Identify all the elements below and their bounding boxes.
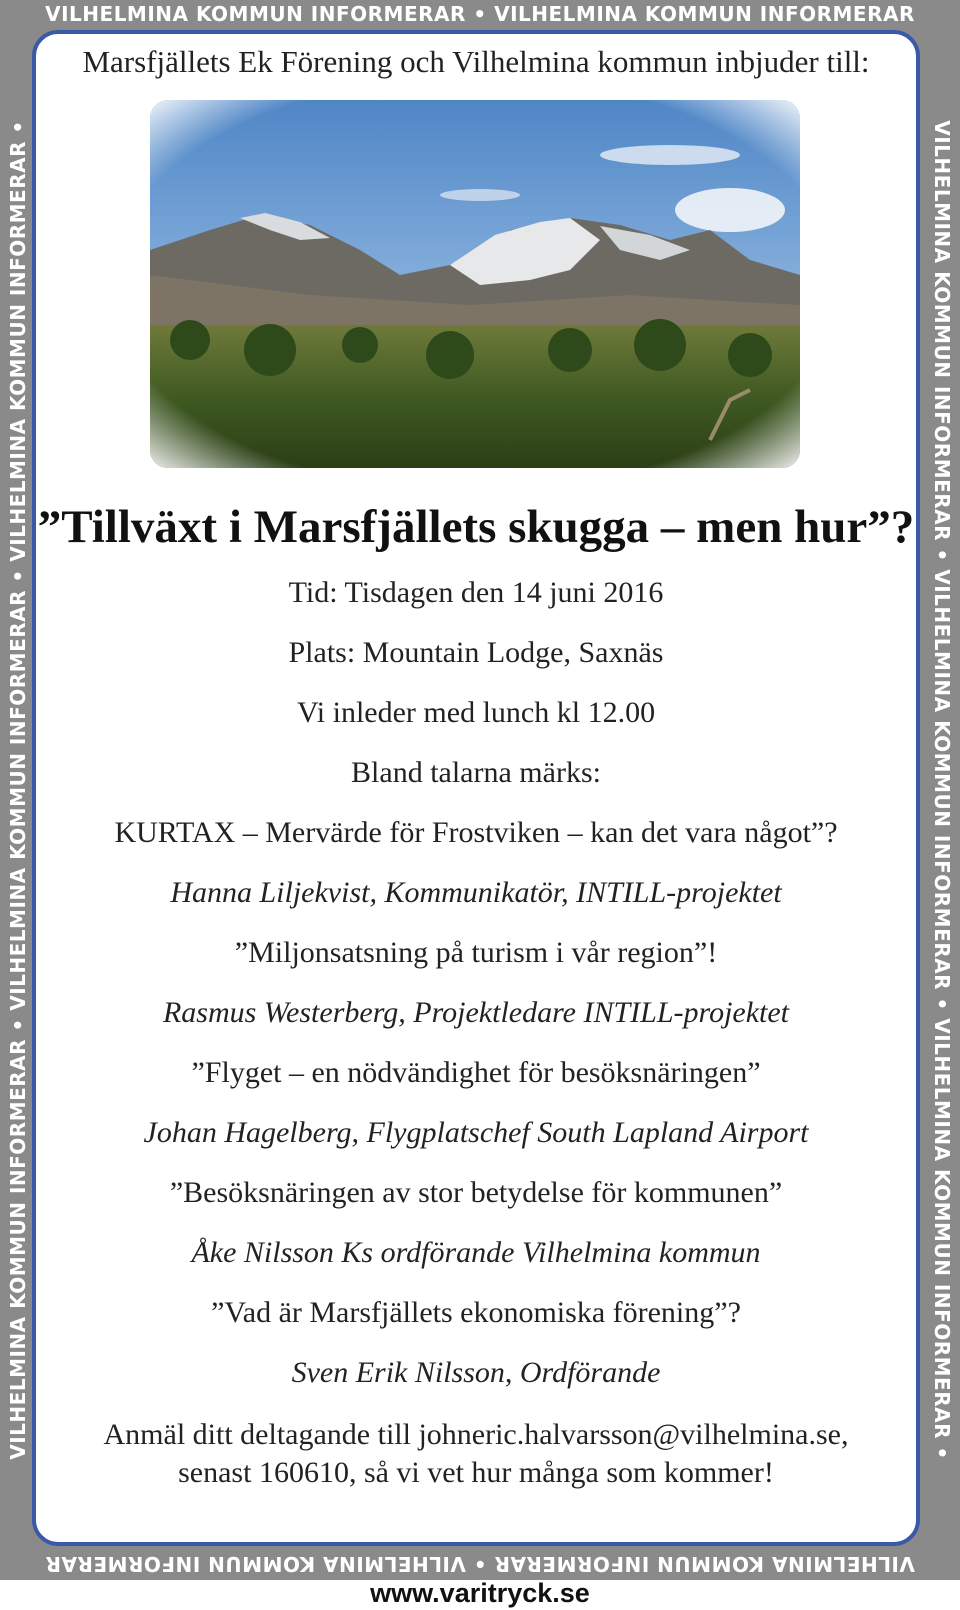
talk-title: ”Flyget – en nödvändighet för besöksnäringen” [191, 1056, 761, 1089]
event-place: Plats: Mountain Lodge, Saxnäs [288, 636, 664, 669]
talk-speaker: Rasmus Westerberg, Projektledare INTILL-projektet [162, 996, 790, 1029]
border-text-bottom: VILHELMINA KOMMUN INFORMERAR • VILHELMINA KOMMUN INFORMERAR [45, 1552, 915, 1576]
border-text-top: VILHELMINA KOMMUN INFORMERAR • VILHELMINA KOMMUN INFORMERAR [45, 2, 915, 26]
event-lunch: Vi inleder med lunch kl 12.00 [296, 696, 656, 729]
talk-title: ”Miljonsatsning på turism i vår region”! [234, 936, 718, 969]
talk-speaker: Åke Nilsson Ks ordförande Vilhelmina kommun [191, 1236, 761, 1269]
event-title: ”Tillväxt i Marsfjällets skugga – men hur”? [37, 501, 915, 553]
intro-text: Marsfjällets Ek Förening och Vilhelmina kommun inbjuder till: [82, 44, 870, 79]
talk-title: KURTAX – Mervärde för Frostviken – kan det vara något”? [114, 816, 838, 849]
registration-deadline: senast 160610, så vi vet hur många som kommer! [178, 1456, 774, 1489]
talk-title: ”Vad är Marsfjällets ekonomiska förening”? [211, 1296, 741, 1329]
registration-line: Anmäl ditt deltagande till johneric.halvarsson@vilhelmina.se, [103, 1418, 849, 1451]
border-text-right: VILHELMINA KOMMUN INFORMERAR • VILHELMINA KOMMUN INFORMERAR • VILHELMINA KOMMUN INFORMERAR • [930, 120, 954, 1460]
talk-speaker: Hanna Liljekvist, Kommunikatör, INTILL-projektet [170, 876, 782, 909]
speakers-intro: Bland talarna märks: [351, 756, 601, 789]
talk-title: ”Besöksnäringen av stor betydelse för kommunen” [169, 1176, 783, 1209]
border-text-left: VILHELMINA KOMMUN INFORMERAR • VILHELMINA KOMMUN INFORMERAR • VILHELMINA KOMMUN INFORMERAR • [6, 120, 30, 1460]
talk-speaker: Sven Erik Nilsson, Ordförande [291, 1356, 661, 1389]
footer-url: www.varitryck.se [370, 1578, 590, 1608]
event-time: Tid: Tisdagen den 14 juni 2016 [288, 576, 664, 609]
talk-speaker: Johan Hagelberg, Flygplatschef South Lapland Airport [143, 1116, 809, 1149]
mountain-photo [150, 100, 800, 468]
